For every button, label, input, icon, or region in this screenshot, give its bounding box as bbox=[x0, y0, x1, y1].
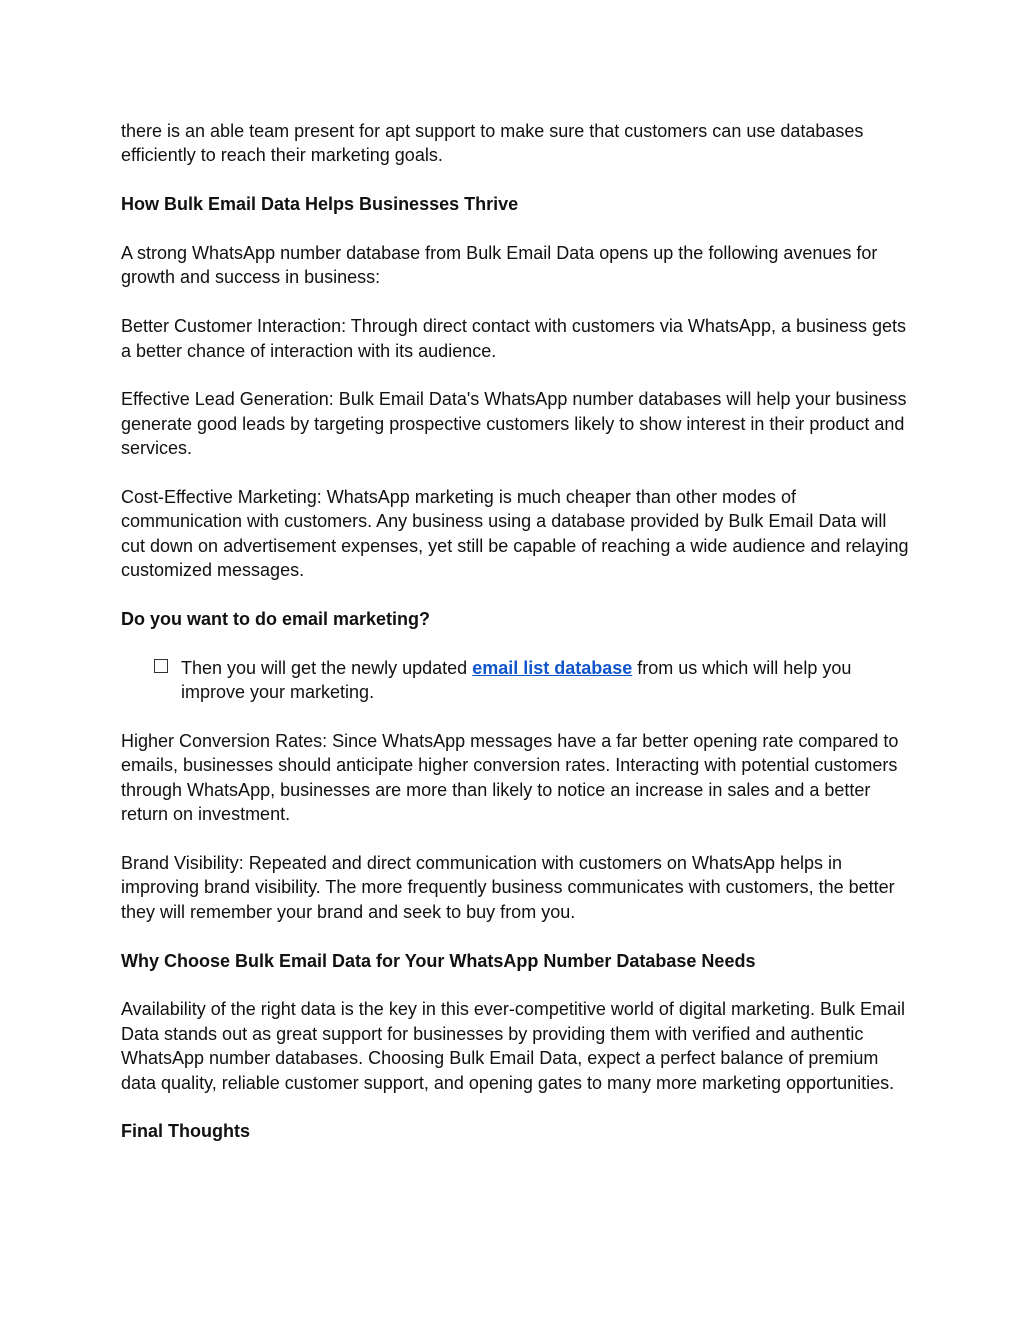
cost-effective-paragraph: Cost-Effective Marketing: WhatsApp marketing is much cheaper than other modes of communication with customers. Any business using a database provided by Bulk Email Data will cut down on advertisement expenses, yet still be capable of reaching a wide audience and relaying customized messages. bbox=[121, 487, 909, 581]
conversion-rates-paragraph: Higher Conversion Rates: Since WhatsApp messages have a far better opening rate compared to emails, businesses should anticipate higher conversion rates. Interacting with potential customers through WhatsApp, businesses are more than likely to notice an increase in sales and a better return on investment. bbox=[121, 731, 899, 825]
brand-visibility-paragraph: Brand Visibility: Repeated and direct communication with customers on WhatsApp helps in improving brand visibility. The more frequently business communicates with customers, the better they will remember your brand and seek to buy from you. bbox=[121, 853, 895, 922]
strong-database-paragraph: A strong WhatsApp number database from Bulk Email Data opens up the following avenues for growth and success in business: bbox=[121, 243, 878, 288]
customer-interaction-paragraph: Better Customer Interaction: Through direct contact with customers via WhatsApp, a business gets a better chance of interaction with its audience. bbox=[121, 316, 907, 361]
checklist-item bbox=[121, 656, 911, 705]
checklist-text-after: from us which will help you improve your marketing. bbox=[181, 657, 852, 703]
heading-email-marketing-question: Do you want to do email marketing? bbox=[121, 609, 431, 630]
lead-generation-paragraph: Effective Lead Generation: Bulk Email Data's WhatsApp number databases will help your business generate good leads by targeting prospective customers likely to show interest in their product and services. bbox=[121, 389, 907, 459]
availability-paragraph: Availability of the right data is the key in this ever-competitive world of digital marketing. Bulk Email Data stands out as great support for businesses by providing them with verified and authentic WhatsApp number databases. Choosing Bulk Email Data, expect a perfect balance of premium data quality, reliable customer support, and opening gates to many more marketing opportunities. bbox=[121, 999, 906, 1093]
email-list-database-link[interactable]: email list database bbox=[472, 657, 633, 678]
checkbox-empty-icon[interactable] bbox=[154, 659, 168, 673]
checklist-text-before: Then you will get the newly updated bbox=[181, 657, 473, 678]
heading-why-choose: Why Choose Bulk Email Data for Your WhatsApp Number Database Needs bbox=[121, 950, 756, 971]
heading-helps-businesses: How Bulk Email Data Helps Businesses Thrive bbox=[121, 194, 519, 215]
heading-final-thoughts: Final Thoughts bbox=[121, 1121, 250, 1142]
document-page bbox=[121, 119, 911, 1168]
intro-paragraph: there is an able team present for apt support to make sure that customers can use databases efficiently to reach their marketing goals. bbox=[121, 121, 864, 166]
